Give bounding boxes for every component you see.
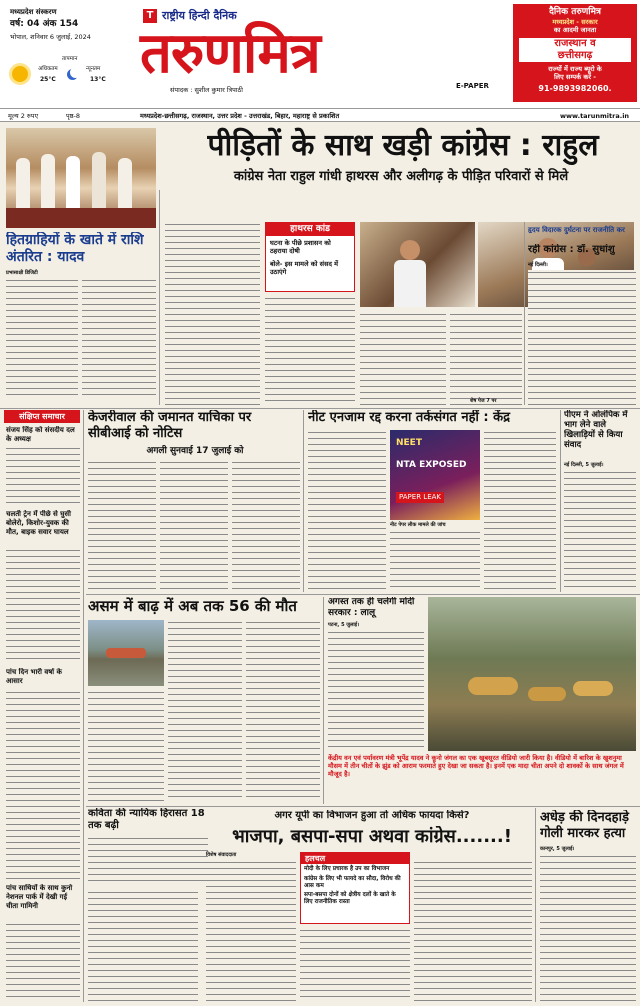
weather-max: 25°C [40,76,56,83]
weather-box [10,56,130,96]
promo-line5: छत्तीसगढ़ [519,50,631,62]
neet-graphic-sub: PAPER LEAK [396,492,444,503]
halchal-item-2: कांग्रेस के लिए भी फायदे का सौदा, विरोध की आस कम [304,876,401,889]
upsplit-body-1 [88,890,198,1002]
weather-min-label: न्यूनतम [86,66,101,72]
murder-dateline: कानपुर, 5 जुलाई। [540,846,575,852]
neet-body-1 [308,430,386,590]
cheetah-2 [528,687,566,701]
brief-body-2 [6,548,80,664]
rahul-photo-1 [360,222,475,307]
halchal-item-3: सपा-बसपा दोनों को क्षेत्रीय दलों के खाते के लिए राजनीतिक रास्ता [304,892,396,905]
lead-body-col4 [450,312,522,405]
brief-body-4 [6,922,80,1000]
paper-title: तरुणमित्र [140,21,320,86]
promo-line3: का आदमी जानता [553,26,597,35]
lead-body-col2 [265,296,355,405]
custody-body [88,836,208,886]
brief-title-3: पांच दिन भारी वर्षा के आसार [6,668,62,685]
kejriwal-subhead: अगली सुनवाई 17 जुलाई को [146,446,244,456]
upsplit-headline: भाजपा, बसपा-सपा अथवा कांग्रेस.......! [232,826,512,847]
yadav-byline: प्रभासाक्षी डिजिटी [6,270,38,276]
flood-photo [88,620,164,686]
sudhanshu-dateline: नई दिल्ली। [528,262,548,268]
sudhanshu-headline: रही कांग्रेस : डॉ. सुधांशु [528,244,615,255]
lead-continued: शेष पेज 7 पर [470,398,497,404]
weather-label: तापमान [62,56,78,62]
lead-headline: पीड़ितों के साथ खड़ी कांग्रेस : राहुल [207,128,599,163]
halchal-label: हलचल [301,853,409,864]
edition-info [10,8,130,41]
pm-dateline: नई दिल्ली, 5 जुलाई। [564,462,604,468]
briefs-label: संक्षिप्त समाचार [4,410,80,423]
kejriwal-body-3 [232,460,300,590]
kejriwal-headline: केजरीवाल की जमानत याचिका पर सीबीआई को नोटिस [88,410,252,441]
place-date: भोपाल, शनिवार 6 जुलाई, 2024 [10,32,91,41]
promo-line4: राजस्थान व [519,38,631,50]
promo-line1: दैनिक तरुणमित्र [549,7,601,17]
hathras-item-1: घटना के पीछे प्रशासन को ठहराया दोषी [270,239,331,255]
pages: पृष्ठ-8 [66,112,81,120]
promo-line6: राज्यों में राज्य ब्यूरो के [548,64,602,73]
upsplit-kicker: अगर यूपी का विभाजन हुआ तो अधिक फायदा किसे? [274,810,470,821]
cheetah-photo [428,597,636,751]
neet-graphic-top: NEET [396,438,422,448]
lead-body-col3 [360,312,446,405]
brief-title-1: संजय सिंह को संसदीय दल के अध्यक्ष [6,426,75,443]
brief-title-2: चलती ट्रेन में पीछे से घुसी बोलेरो, किशोर-युवक की मौत, बाइक सवार घायल [6,510,71,536]
masthead [0,0,640,108]
hathras-box-title: हाथरस कांड [266,223,354,236]
promo-box [513,4,637,102]
kejriwal-body-1 [88,460,156,590]
halchal-box [300,852,410,924]
edition-line: मध्यप्रदेश संस्करण [10,8,57,16]
hathras-item-2: बोले- इस मामले को संसद में उठाएंगे [270,260,339,276]
upsplit-body-2 [206,860,296,1002]
moon-icon [70,67,81,78]
neet-graphic-main: NTA EXPOSED [396,460,467,470]
assam-body-3 [246,620,320,802]
pm-body [564,470,636,590]
lead-body-col1 [165,222,260,405]
assam-headline: असम में बाढ़ में अब तक 56 की मौत [88,597,297,615]
sudhanshu-kicker: हृदय विदारक दुर्घटना पर राजनीति कर [528,226,625,234]
assam-body-1 [88,690,164,802]
yadav-body-left [6,278,78,398]
neet-body-2 [390,530,480,590]
neet-graphic [390,430,480,520]
murder-body [540,854,636,1002]
halchal-item-1: मोदी के लिए प्रचारक है उप का विभाजन [304,866,390,872]
promo-line2: मध्यप्रदेश - सरकार [552,18,598,26]
brief-title-4: पांच साथियों के साथ कुनो नेशनल पार्क में देखी गई चीता गामिनी [6,884,73,910]
tagline: राष्ट्रीय हिन्दी दैनिक [162,9,237,22]
editor-line: संपादक : सुशील कुमार त्रिपाठी [170,86,243,94]
brief-body-1 [6,446,80,506]
yadav-headline: हितग्राहियों के खाते में राशि अंतरित : यादव [6,232,144,265]
website[interactable]: www.tarunmitra.in [560,112,630,120]
rally-photo [6,128,156,228]
weather-min: 13°C [90,76,106,83]
lead-subhead: कांग्रेस नेता राहुल गांधी हाथरस और अलीगढ़ के पीड़ित परिवारों से मिले [233,169,569,184]
brief-body-3 [6,690,80,880]
cheetah-3 [573,681,613,696]
sudhanshu-body [528,270,636,405]
cheetah-caption: केंद्रीय वन एवं पर्यावरण मंत्री भूपेंद्र यादव ने कूनो जंगल का एक खूबसूरत वीडियो जारी किया है। वीडियो में बारिश के खुशनुमा मौसम में तीन चीतों के झुंड को आराम फरमाते हुए देखा जा सकता है। इनमें एक मादा चीता अपने दो शावकों के साथ जंगल में मौजूद है। [328,754,624,779]
upsplit-body-3 [300,928,410,1002]
neet-caption: नीट पेपर लीक मामले की जांच [390,522,446,528]
upsplit-byline: विशेष संवाददाता [206,852,237,858]
murder-headline: अधेड़ की दिनदहाड़े गोली मारकर हत्या [540,810,629,841]
pm-headline: पीएम ने ओलंपिक में भाग लेने वाले खिलाड़ियों से किया संवाद [564,410,628,450]
custody-headline: कविता की न्यायिक हिरासत 18 तक बढ़ी [88,808,205,831]
neet-body-3 [484,430,556,590]
price: मूल्य 2 रुपए [8,112,39,120]
weather-max-label: अधिकतम [38,66,58,72]
promo-phone: 91-9893982060. [538,83,612,93]
hathras-box [265,222,355,292]
epaper-label: E-PAPER [456,82,489,90]
lalu-body-1 [328,630,424,750]
upsplit-body-4 [414,860,532,1002]
lalu-headline: अगस्त तक ही चलेगी मोदी सरकार : लालू [328,597,415,618]
neet-headline: नीट एनजाम रद्द करना तर्कसंगत नहीं : केंद्र [308,410,510,425]
year-issue: वर्ष: 04 अंक 154 [10,19,79,30]
assam-body-2 [168,620,242,802]
info-strip [0,108,640,122]
sun-icon [12,66,28,82]
promo-line7: लिए सम्पर्क करें - [554,73,596,82]
kejriwal-body-2 [160,460,228,590]
cheetah-1 [468,677,518,695]
lalu-dateline: पटना, 5 जुलाई। [328,622,360,628]
states-line: मध्यप्रदेश-छत्तीसगढ़, राजस्थान, उत्तर प्रदेश - उत्तराखंड, बिहार, महाराष्ट्र से प्रकाशित [140,112,340,120]
logo-mark: T [143,9,157,23]
yadav-body-right [82,278,156,398]
